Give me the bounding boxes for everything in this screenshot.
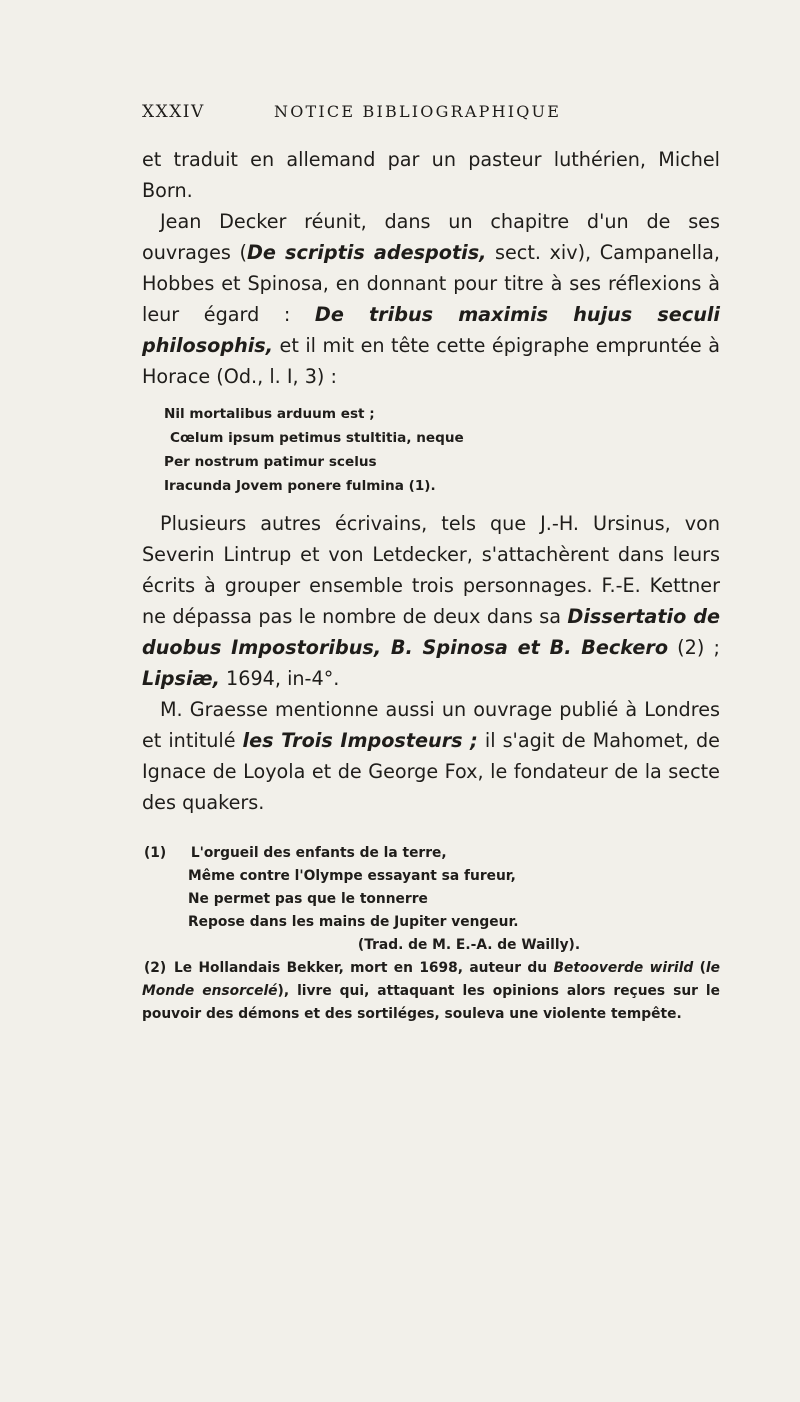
paragraph-2 <box>142 206 720 392</box>
footnote-1-attribution: (Trad. de M. E.-A. de Wailly). <box>357 937 581 953</box>
p3-text-b: (2) ; <box>668 636 720 659</box>
p2-text-a: Jean Decker réunit, dans un chapitre d'un de ses ouvrages ( <box>142 210 720 264</box>
p4-text-a: M. Graesse mentionne aussi un ouvrage publié à Londres et intitulé <box>142 698 720 752</box>
footnote-2-marker: (2) <box>144 960 167 976</box>
p3-text-c: 1694, in-4°. <box>219 667 340 690</box>
paragraph-1 <box>142 144 720 206</box>
p2-text-c: et il mit en tête cette épigraphe empruntée à Horace (Od., l. I, 3) : <box>142 334 720 388</box>
footnote-1 <box>142 842 720 957</box>
epigraph-line: Per nostrum patimur scelus <box>164 454 377 470</box>
running-title: NOTICE BIBLIOGRAPHIQUE <box>274 102 562 121</box>
footnote-2 <box>142 957 720 1026</box>
footnotes <box>142 842 720 1026</box>
paragraph-1-text: et traduit en allemand par un pasteur luthérien, Michel Born. <box>142 148 720 202</box>
footnote-1-marker: (1) <box>144 845 167 861</box>
main-text-continued <box>142 508 720 818</box>
p4-text-b: il s'agit de Mahomet, de Ignace de Loyola et de George Fox, le fondateur de la secte des quakers. <box>142 729 720 814</box>
footnote-1-verse <box>188 865 720 957</box>
p3-title-dissertatio: Dissertatio de duobus Impostoribus, B. Spinosa et B. Beckero <box>142 605 720 659</box>
page-number: XXXIV <box>142 102 205 122</box>
fn2-title-monde: le Monde ensorcelé <box>142 960 721 999</box>
epigraph-line: Nil mortalibus arduum est ; <box>164 406 375 422</box>
fn2-title-betooverde: Betooverde wirild <box>553 960 694 976</box>
footnote-verse-line: Repose dans les mains de Jupiter vengeur. <box>188 914 519 930</box>
fn2-text-b: ( <box>693 960 706 976</box>
paragraph-3 <box>142 508 720 694</box>
p2-text-b: sect. xiv), Campanella, Hobbes et Spinosa, en donnant pour titre à ses réflexions à leur égard : <box>142 241 720 326</box>
footnote-verse-line: Ne permet pas que le tonnerre <box>188 891 428 907</box>
p2-title-de-scriptis: De scriptis adespotis, <box>246 241 487 264</box>
p2-title-de-tribus: De tribus maximis hujus seculi philosophis, <box>142 303 721 357</box>
p3-place-lipsiae: Lipsiæ, <box>142 667 220 690</box>
main-text <box>142 144 720 392</box>
p3-text-a: Plusieurs autres écrivains, tels que J.-H. Ursinus, von Severin Lintrup et von Letdecker, s'attachèrent dans leurs écrits à grouper ensemble trois personnages. F.-E. Kettner ne dépassa pas le nombre de deux dans sa <box>142 512 720 628</box>
fn2-text-c: ), livre qui, attaquant les opinions alors reçues sur le pouvoir des démons et des sortiléges, souleva une violente tempête. <box>142 983 720 1022</box>
p4-title-trois-imposteurs: les Trois Imposteurs ; <box>242 729 478 752</box>
footnote-1-first-line: L'orgueil des enfants de la terre, <box>190 845 447 861</box>
footnote-verse-line: Même contre l'Olympe essayant sa fureur, <box>188 868 516 884</box>
paragraph-4 <box>142 694 720 818</box>
epigraph-line: Iracunda Jovem ponere fulmina (1). <box>164 478 436 494</box>
epigraph-verse <box>152 402 720 498</box>
fn2-text-a: Le Hollandais Bekker, mort en 1698, auteur du <box>174 960 554 976</box>
epigraph-line: Cœlum ipsum petimus stultitia, neque <box>170 430 464 446</box>
page-header <box>142 102 720 122</box>
